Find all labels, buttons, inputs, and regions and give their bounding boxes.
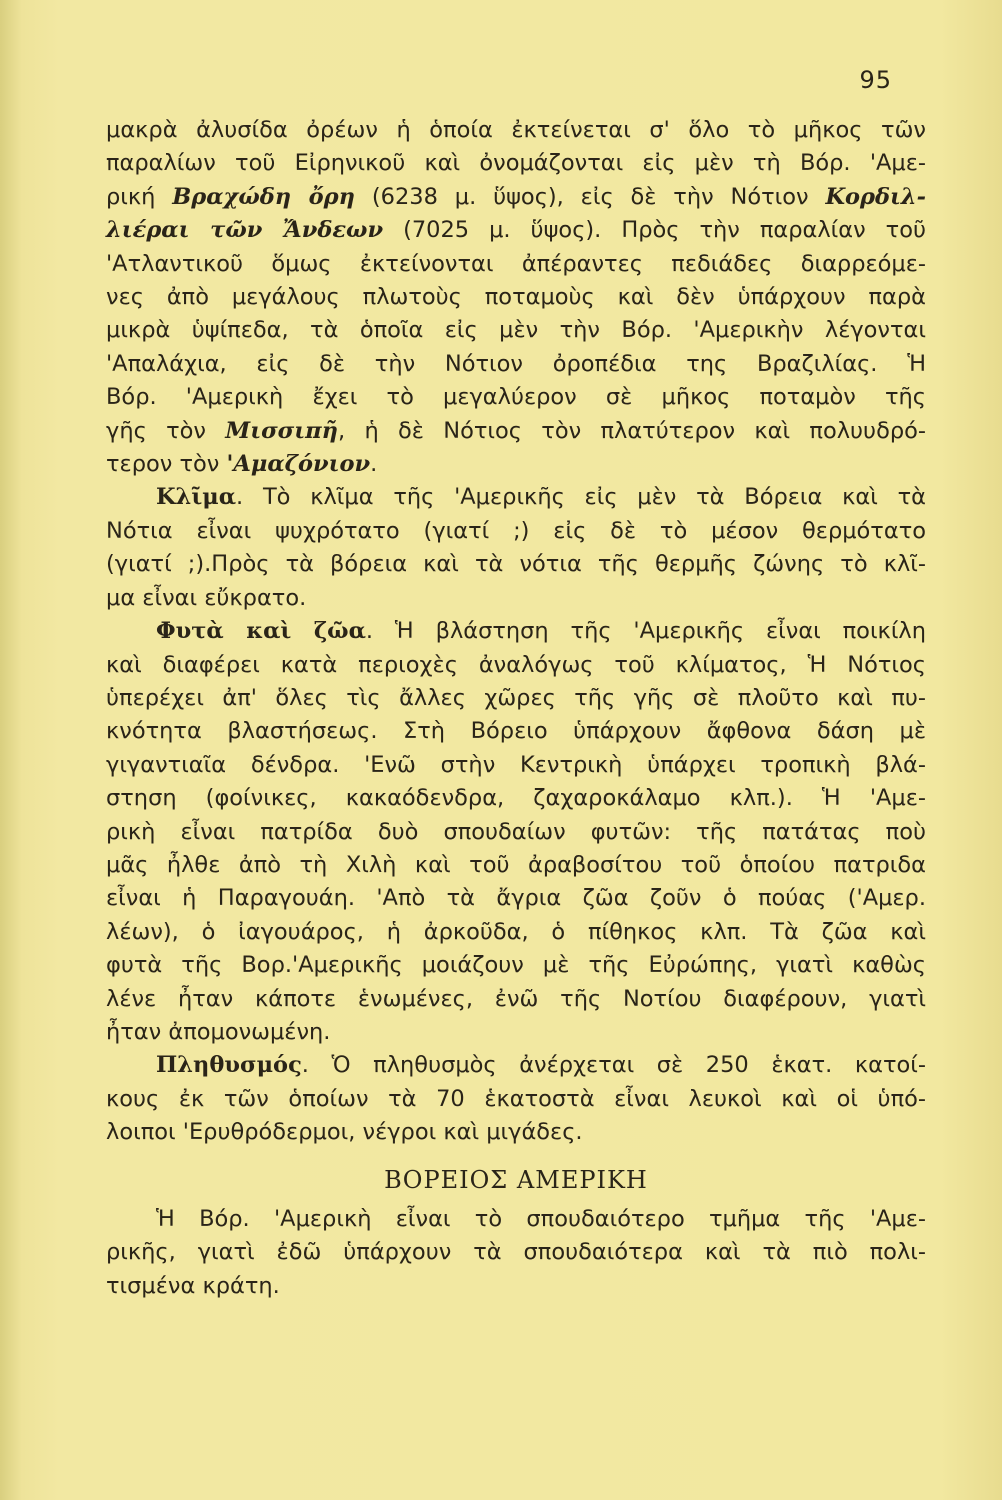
text-run: γῆς τὸν	[106, 417, 226, 444]
text-line: (γιατί ;).Πρὸς τὰ βόρεια καὶ τὰ νότια τῆς θερμῆς ζώνης τὸ κλῖ-	[106, 551, 926, 578]
text-line: 'Ατλαντικοῦ ὅμως ἐκτείνονται ἀπέραντες πεδιάδες διαρρεόμε-	[106, 250, 926, 277]
text-line: μακρὰ ἀλυσίδα ὀρέων ἡ ὁποία ἐκτείνεται σ' ὅλο τὸ μῆκος τῶν	[106, 117, 926, 143]
text-line	[106, 415, 926, 448]
emphasis-term: Μισσιπῆ	[225, 417, 338, 444]
emphasis-term: Κορδιλ-	[825, 183, 926, 210]
text-line: κους ἐκ τῶν ὁποίων τὰ 70 ἑκατοστὰ εἶναι λευκοὶ καὶ οἱ ὑπό-	[106, 1085, 926, 1112]
text-run: , ἡ δὲ Νότιος τὸν πλατύτερον καὶ πολυυδρό-	[337, 417, 927, 444]
text-line: ρικῆς, γιατὶ ἐδῶ ὑπάρχουν τὰ σπουδαιότερα καὶ τὰ πιὸ πολι-	[106, 1239, 926, 1266]
text-line	[106, 1049, 926, 1082]
text-line: εἶναι ἡ Παραγουάη. 'Απὸ τὰ ἄγρια ζῶα ζοῦν ὁ πούας ('Αμερ.	[106, 885, 926, 912]
section-label: Κλῖμα	[156, 484, 237, 511]
text-line: λέων), ὁ ἰαγουάρος, ἡ ἀρκοῦδα, ὁ πίθηκος κλπ. Τὰ ζῶα καὶ	[106, 918, 926, 945]
text-run: τερον τὸν	[106, 451, 227, 478]
text-run: . Ἡ βλάστηση τῆς 'Αμερικῆς εἶναι ποικίλη	[365, 618, 927, 645]
text-line: ὑπερέχει ἀπ' ὅλες τὶς ἄλλες χῶρες τῆς γῆς σὲ πλοῦτο καὶ πυ-	[106, 684, 926, 711]
text-line: νες ἀπὸ μεγάλους πλωτοὺς ποταμοὺς καὶ δὲν ὑπάρχουν παρὰ	[106, 284, 926, 311]
text-line: ρικὴ εἶναι πατρίδα δυὸ σπουδαίων φυτῶν: τῆς πατάτας ποὺ	[106, 818, 926, 845]
text-line: καὶ διαφέρει κατὰ περιοχὲς ἀναλόγως τοῦ κλίματος, Ἡ Νότιος	[106, 651, 926, 678]
text-run: ρική	[106, 183, 173, 210]
text-line: ἦταν ἀπομονωμένη.	[106, 1018, 331, 1045]
text-line: λένε ἦταν κάποτε ἑνωμένες, ἐνῶ τῆς Νοτίου διαφέρουν, γιατὶ	[106, 985, 926, 1012]
text-line: μικρὰ ὑψίπεδα, τὰ ὁποῖα εἰς μὲν τὴν Βόρ. 'Αμερικὴν λέγονται	[106, 317, 926, 344]
text-run: (7025 μ. ὕψος). Πρὸς τὴν παραλίαν τοῦ	[383, 217, 926, 244]
text-line	[106, 481, 926, 514]
text-line: Ἡ Βόρ. 'Αμερικὴ εἶναι τὸ σπουδαιότερο τμῆμα τῆς 'Αμε-	[156, 1206, 926, 1232]
text-line: φυτὰ τῆς Βορ.'Αμερικῆς μοιάζουν μὲ τῆς Εὐρώπης, γιατὶ καθὼς	[106, 952, 926, 979]
text-line	[106, 181, 926, 214]
emphasis-term: Βραχώδη ὄρη	[172, 183, 356, 210]
text-run: . Τὸ κλῖμα τῆς 'Αμερικῆς εἰς μὲν τὰ Βόρεια καὶ τὰ	[236, 484, 926, 511]
page-number: 95	[859, 66, 892, 94]
section-label: Φυτὰ καὶ ζῶα	[156, 618, 366, 645]
text-run: .	[370, 451, 378, 478]
text-line: γιγαντιαῖα δένδρα. 'Ενῶ στὴν Κεντρικὴ ὑπάρχει τροπικὴ βλά-	[106, 751, 926, 778]
section-label: Πληθυσμός	[156, 1052, 302, 1079]
text-line	[106, 448, 926, 481]
text-line: μᾶς ἦλθε ἀπὸ τὴ Χιλὴ καὶ τοῦ ἀραβοσίτου τοῦ ὁποίου πατριδα	[106, 851, 926, 878]
emphasis-term: λιέραι τῶν Ἄνδεων	[106, 217, 384, 244]
text-line	[106, 615, 926, 648]
text-body	[106, 114, 926, 1303]
emphasis-term: 'Αμαζόνιον	[226, 451, 371, 478]
text-run: (6238 μ. ὕψος), εἰς δὲ τὴν Νότιον	[355, 183, 826, 210]
text-line: μα εἶναι εὔκρατο.	[106, 584, 307, 611]
text-line: κνότητα βλαστήσεως. Στὴ Βόρειο ὑπάρχουν ἄφθονα δάση μὲ	[106, 718, 926, 745]
section-heading: ΒΟΡΕΙΟΣ ΑΜΕΡΙΚΗ	[384, 1165, 648, 1194]
text-run: . Ὁ πληθυσμὸς ἀνέρχεται σὲ 250 ἑκατ. κατοί-	[301, 1052, 926, 1079]
text-line: Νότια εἶναι ψυχρότατο (γιατί ;) εἰς δὲ τὸ μέσον θερμότατο	[106, 517, 926, 544]
text-line: τισμένα κράτη.	[106, 1272, 280, 1299]
text-line: παραλίων τοῦ Εἰρηνικοῦ καὶ ὀνομάζονται εἰς μὲν τὴ Βόρ. 'Αμε-	[106, 150, 926, 177]
text-line	[106, 214, 926, 247]
text-line: λοιποι 'Ερυθρόδερμοι, νέγροι καὶ μιγάδες.	[106, 1119, 583, 1146]
text-line: στηση (φοίνικες, κακαόδενδρα, ζαχαροκάλαμο κλπ.). Ἡ 'Αμε-	[106, 785, 926, 812]
text-line: Βόρ. 'Αμερικὴ ἔχει τὸ μεγαλύερον σὲ μῆκος ποταμὸν τῆς	[106, 384, 926, 411]
text-line: 'Απαλάχια, εἰς δὲ τὴν Νότιον ὀροπέδια της Βραζιλίας. Ἡ	[106, 350, 926, 377]
